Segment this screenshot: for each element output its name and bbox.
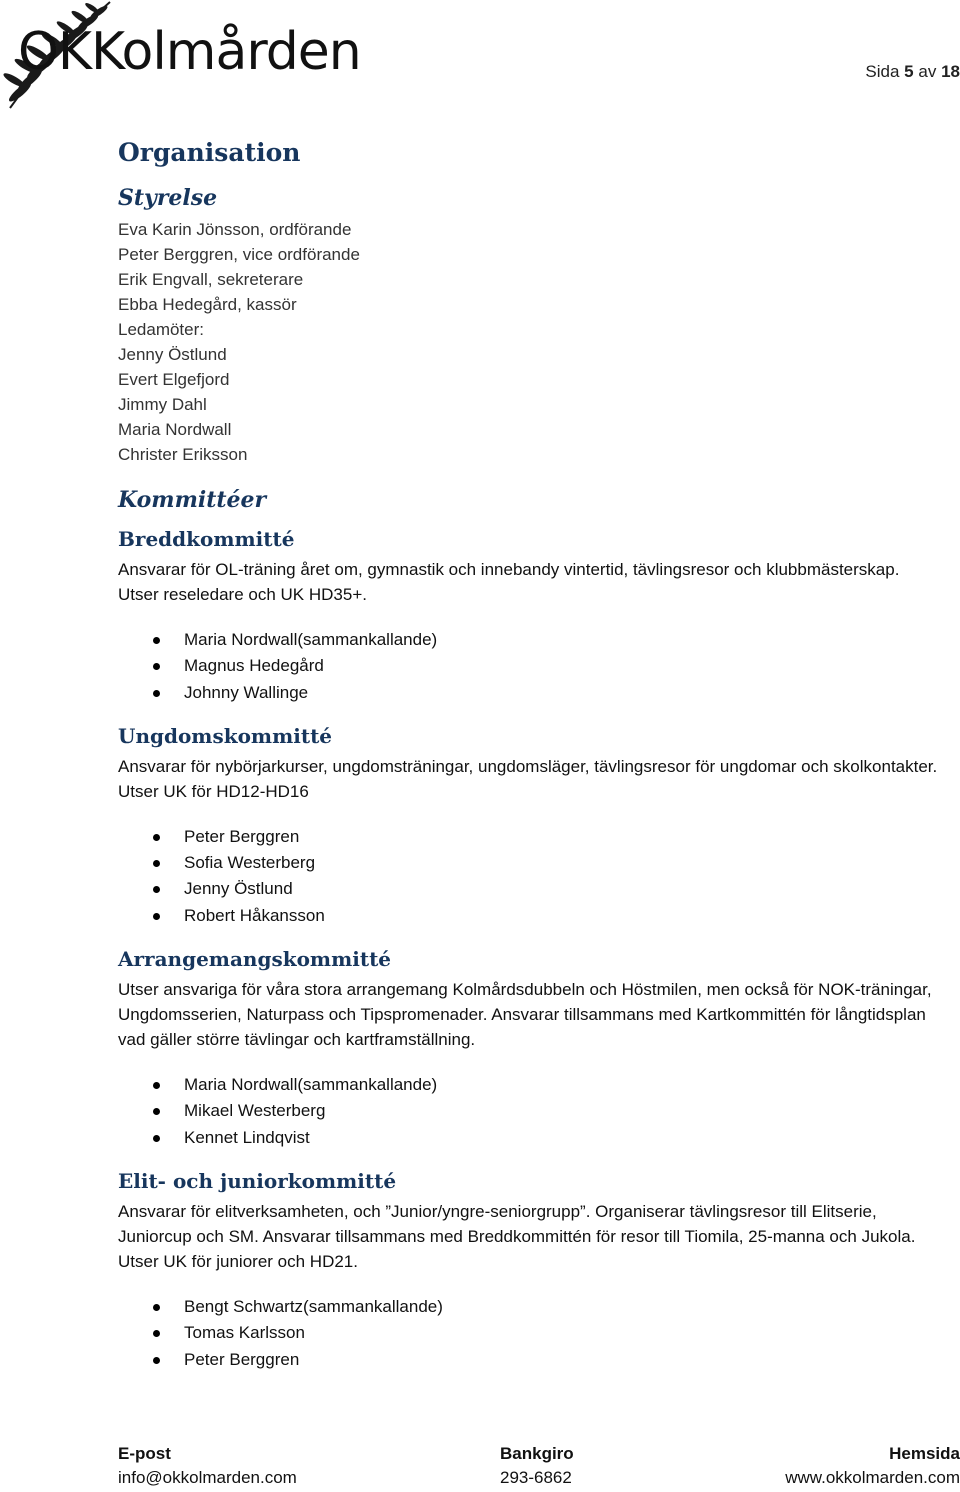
styrelse-line: Ledamöter:: [118, 320, 204, 339]
footer-website: [785, 1442, 960, 1490]
committee-members: [118, 1294, 938, 1373]
footer-bankgiro: [500, 1442, 574, 1490]
member-item: Bengt Schwartz(sammankallande): [118, 1294, 938, 1320]
committee-heading: Elit- och juniorkommitté: [118, 1168, 397, 1193]
styrelse-heading: Styrelse: [118, 185, 218, 211]
styrelse-line: Eva Karin Jönsson, ordförande: [118, 220, 352, 239]
footer-email-value[interactable]: info@okkolmarden.com: [118, 1468, 297, 1487]
logo-text: OKKolmården: [18, 22, 361, 82]
member-item: Mikael Westerberg: [118, 1098, 938, 1124]
page-title: Organisation: [118, 138, 301, 167]
footer-email-label: E-post: [118, 1444, 171, 1463]
document-body: [118, 138, 938, 1391]
committee-heading: Ungdomskommitté: [118, 723, 333, 748]
member-item: Johnny Wallinge: [118, 680, 938, 706]
committee-description: Ansvarar för OL-träning året om, gymnastik och innebandy vintertid, tävlingsresor och klubbmästerskap. Utser reseledare och UK HD35+.: [118, 560, 900, 604]
styrelse-line: Christer Eriksson: [118, 445, 248, 464]
page-footer: [118, 1442, 960, 1490]
member-item: Maria Nordwall(sammankallande): [118, 1072, 938, 1098]
committee-members: [118, 824, 938, 929]
committee-description: Utser ansvariga för våra stora arrangemang Kolmårdsdubbeln och Höstmilen, men också för NOK-träningar, Ungdomsserien, Naturpass och Tipspromenader. Ansvarar tillsammans med Kartkommittén för långtidsplan vad gäller större tävlingar och kartframställning.: [118, 980, 932, 1050]
page-label-prefix: Sida: [865, 62, 900, 81]
committee-members: [118, 1072, 938, 1151]
styrelse-list: [118, 217, 938, 467]
committee-heading: Breddkommitté: [118, 527, 295, 551]
footer-bankgiro-label: Bankgiro: [500, 1444, 574, 1463]
footer-website-label: Hemsida: [889, 1444, 960, 1463]
member-item: Maria Nordwall(sammankallande): [118, 627, 938, 653]
page-current: 5: [904, 62, 914, 81]
styrelse-line: Evert Elgefjord: [118, 370, 230, 389]
page-total: 18: [941, 62, 960, 81]
member-item: Jenny Östlund: [118, 876, 938, 902]
committee-heading: Arrangemangskommitté: [118, 947, 392, 972]
committee-members: [118, 627, 938, 706]
page-number: [865, 62, 960, 82]
styrelse-line: Jimmy Dahl: [118, 395, 207, 414]
club-logo: [0, 0, 400, 110]
styrelse-line: Ebba Hedegård, kassör: [118, 295, 297, 314]
footer-email: [118, 1442, 297, 1490]
footer-bankgiro-value: 293-6862: [500, 1468, 572, 1487]
styrelse-line: Jenny Östlund: [118, 345, 227, 364]
member-item: Magnus Hedegård: [118, 653, 938, 679]
member-item: Peter Berggren: [118, 824, 938, 850]
member-item: Robert Håkansson: [118, 903, 938, 929]
member-item: Kennet Lindqvist: [118, 1125, 938, 1151]
styrelse-line: Erik Engvall, sekreterare: [118, 270, 304, 289]
member-item: Sofia Westerberg: [118, 850, 938, 876]
member-item: Peter Berggren: [118, 1347, 938, 1373]
committee-description: Ansvarar för nybörjarkurser, ungdomsträningar, ungdomsläger, tävlingsresor för ungdomar och skolkontakter. Utser UK för HD12-HD16: [118, 756, 938, 801]
member-item: Tomas Karlsson: [118, 1320, 938, 1346]
kommitteer-heading: Kommittéer: [118, 487, 267, 513]
page-label-mid: av: [918, 62, 937, 81]
styrelse-line: Peter Berggren, vice ordförande: [118, 245, 360, 264]
footer-website-value[interactable]: www.okkolmarden.com: [785, 1468, 960, 1487]
committee-description: Ansvarar för elitverksamheten, och ”Junior/yngre-seniorgrupp”. Organiserar tävlingsresor till Elitserie, Juniorcup och SM. Ansvarar tillsammans med Breddkommittén för resor till Tiomila, 25-manna och Jukola. Utser UK för juniorer och HD21.: [118, 1201, 916, 1271]
styrelse-line: Maria Nordwall: [118, 420, 232, 439]
